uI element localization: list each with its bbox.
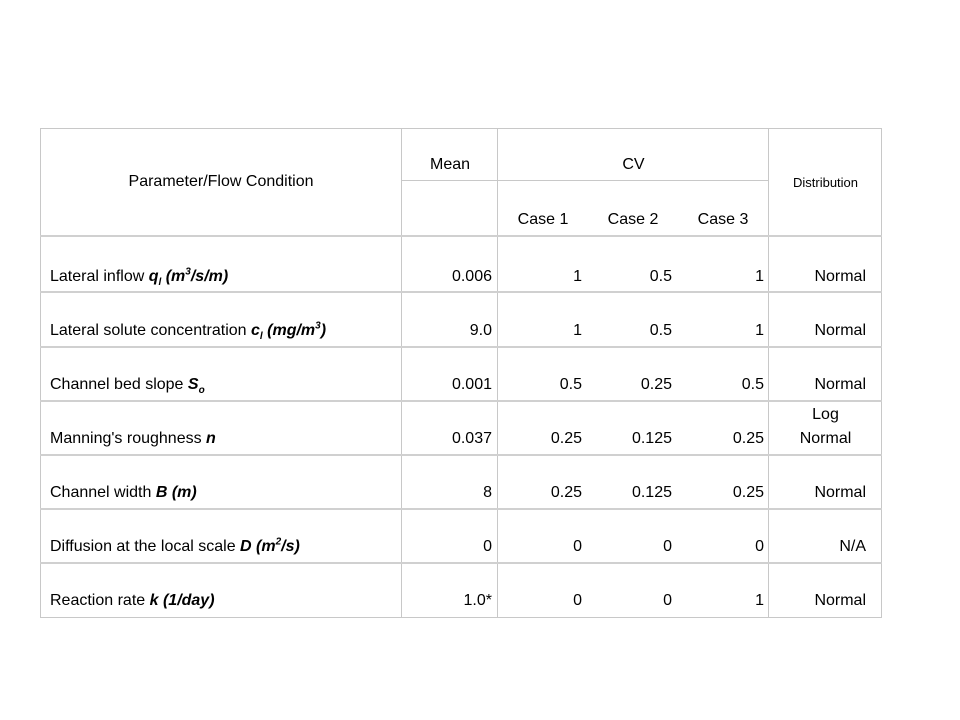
cell-case1: 1 (573, 322, 582, 339)
cell-case3: 1 (755, 322, 764, 339)
cell-case3: 0.25 (732, 484, 764, 501)
parameter-table (40, 128, 882, 618)
row-label: Diffusion at the local scale D $(m^2/s)$ (50, 536, 300, 555)
table-border-right (881, 128, 882, 618)
cell-case2: 0.125 (631, 484, 672, 501)
cell-case1: 0 (573, 538, 582, 555)
cell-mean: 9.0 (469, 322, 492, 339)
cell-case1: 1 (573, 268, 582, 285)
cell-distribution: Normal (814, 592, 866, 609)
cell-case2: 0.25 (640, 376, 672, 393)
header-case2: Case 2 (607, 211, 659, 228)
cell-distribution: N/A (839, 538, 866, 555)
row-divider (40, 235, 882, 237)
header-mean: Mean (429, 156, 471, 173)
row-divider (40, 400, 882, 402)
table-border-bottom (40, 617, 882, 618)
cell-distribution: Normal (814, 484, 866, 501)
row-label: Channel width B (m) (50, 484, 197, 501)
cell-case2: 0.5 (649, 268, 672, 285)
cell-distribution-line1: Log (812, 406, 839, 423)
cell-case3: 0.25 (732, 430, 764, 447)
cell-case2: 0 (663, 592, 672, 609)
cell-case3: 1 (755, 592, 764, 609)
header-parameter: Parameter/Flow Condition (128, 173, 314, 190)
cell-case3: 0 (755, 538, 764, 555)
cell-mean: 0.006 (451, 268, 492, 285)
cell-case3: 1 (755, 268, 764, 285)
row-divider (40, 508, 882, 510)
row-label: Reaction rate k (1/day) (50, 592, 215, 609)
header-case1: Case 1 (517, 211, 569, 228)
row-divider (40, 562, 882, 564)
cell-case1: 0 (573, 592, 582, 609)
cell-case1: 0.25 (550, 484, 582, 501)
cell-case2: 0.125 (631, 430, 672, 447)
cell-mean: 0.001 (451, 376, 492, 393)
cell-mean: 0.037 (451, 430, 492, 447)
row-label: Channel bed slope $S_o$ (50, 376, 205, 397)
header-sub-divider (401, 180, 769, 181)
cell-mean: 1.0* (463, 592, 492, 609)
cell-distribution: Normal (814, 322, 866, 339)
header-case3: Case 3 (697, 211, 749, 228)
cell-case1: 0.25 (550, 430, 582, 447)
row-label: Lateral inflow $q_l$ $(m^3/s/m)$ (50, 266, 229, 289)
row-divider (40, 291, 882, 293)
row-divider (40, 346, 882, 348)
header-distribution: Distribution (792, 175, 859, 190)
header-cv: CV (622, 156, 645, 173)
cell-distribution: Normal (814, 376, 866, 393)
table-border-left (40, 128, 41, 618)
row-divider (40, 454, 882, 456)
cell-mean: 0 (483, 538, 492, 555)
row-label: Lateral solute concentration $c_l$ $(mg/m^3)$ (50, 320, 327, 343)
cell-case2: 0 (663, 538, 672, 555)
cell-case1: 0.5 (559, 376, 582, 393)
cell-case2: 0.5 (649, 322, 672, 339)
cell-distribution: Normal (814, 268, 866, 285)
table-border-top (40, 128, 882, 129)
cell-case3: 0.5 (741, 376, 764, 393)
cell-distribution-line2: Normal (799, 430, 852, 447)
row-label: Manning's roughness n (50, 430, 216, 447)
cell-mean: 8 (483, 484, 492, 501)
